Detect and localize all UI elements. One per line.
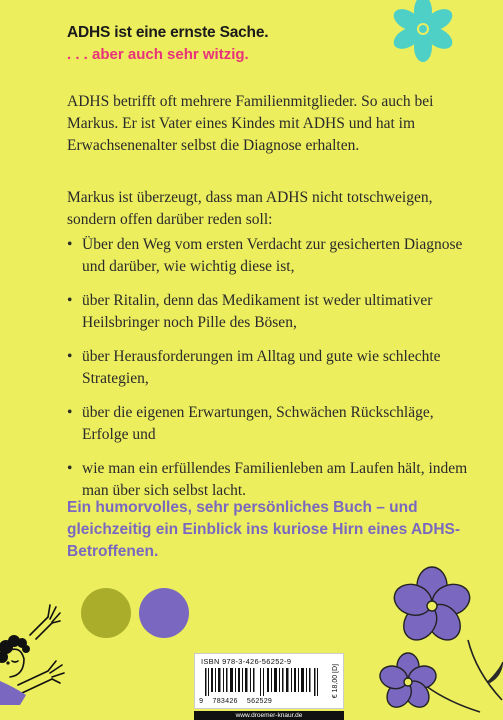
publisher-url: www.droemer-knaur.de <box>194 711 344 720</box>
isbn-text: ISBN 978-3-426-56252-9 <box>201 657 292 666</box>
list-item: • wie man ein erfüllendes Familienleben am Laufen hält, indem man über sich selbst lacht. <box>67 460 468 499</box>
purple-dot <box>139 588 189 638</box>
closing-statement: Ein humorvolles, sehr persönliches Buch – und gleichzeitig ein Einblick ins kuriose Hirn eines ADHS-Betroffenen. <box>67 499 461 560</box>
bullet-icon: • <box>67 460 73 477</box>
bullet-icon: • <box>67 292 73 309</box>
price-label: € 18,00 [D] <box>332 664 339 699</box>
bullet-icon: • <box>67 348 73 365</box>
list-item: • Über den Weg vom ersten Verdacht zur gesicherten Diagnose und darüber, wie wichtig diese ist, <box>67 236 463 275</box>
list-item: • über Herausforderungen im Alltag und gute wie schlechte Strategien, <box>67 348 441 387</box>
olive-dot <box>81 588 131 638</box>
intro-paragraph: ADHS betrifft oft mehrere Familienmitglieder. So auch bei Markus. Er ist Vater eines Kindes mit ADHS und hat im Erwachsenenalter selbst die Diagnose erhalten. <box>67 93 434 154</box>
barcode-icon <box>205 668 323 696</box>
bullet-icon: • <box>67 236 73 253</box>
barcode-label <box>194 653 344 709</box>
lead-paragraph: Markus ist überzeugt, dass man ADHS nicht totschweigen, sondern offen darüber reden soll: <box>67 189 433 228</box>
list-item: • über Ritalin, denn das Medikament ist weder ultimativer Heilsbringer noch Pille des Bösen, <box>67 292 433 331</box>
list-item: • über die eigenen Erwartungen, Schwächen Rückschläge, Erfolge und <box>67 404 434 443</box>
subheadline: . . . aber auch sehr witzig. <box>67 46 249 63</box>
barcode-digits: 9 783426 562529 <box>199 698 273 706</box>
topic-list <box>67 234 472 514</box>
headline: ADHS ist eine ernste Sache. <box>67 24 269 41</box>
purple-flowers-icon <box>368 562 503 720</box>
teal-flower-icon <box>388 0 458 66</box>
bullet-icon: • <box>67 404 73 421</box>
hand-drawn-person-illustration <box>0 595 80 705</box>
